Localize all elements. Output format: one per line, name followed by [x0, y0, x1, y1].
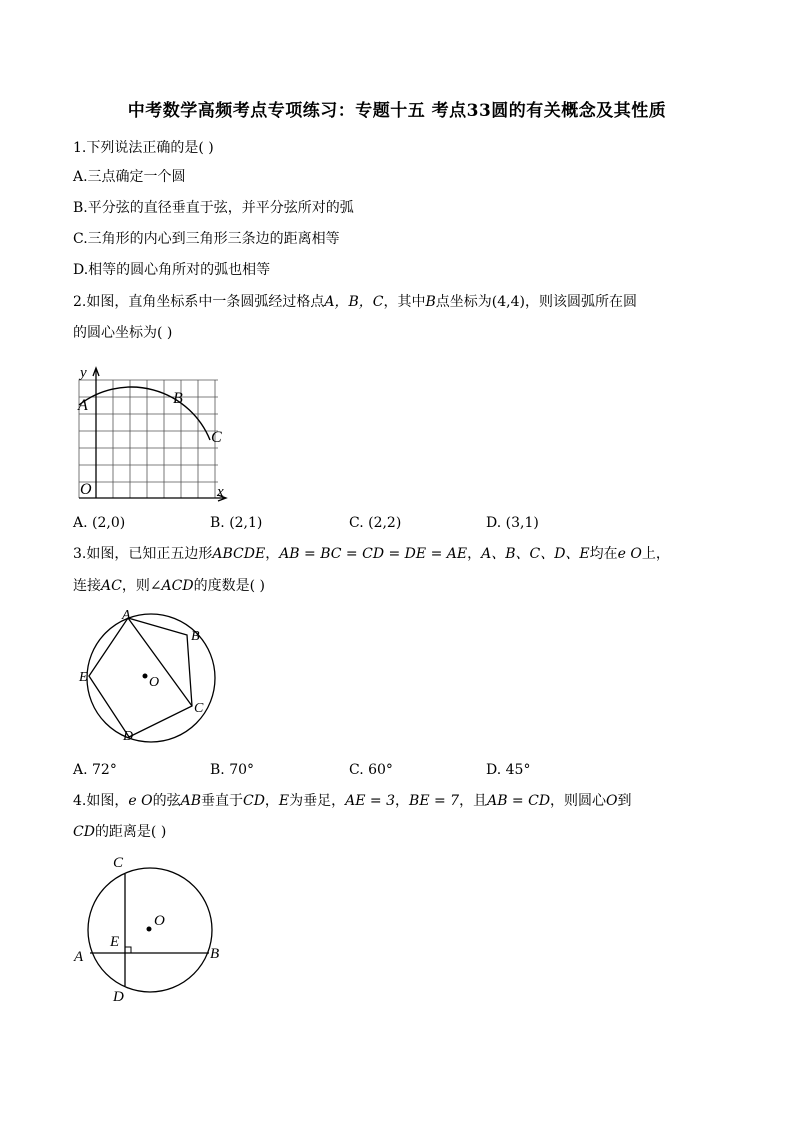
point-d-label: D [113, 989, 124, 1005]
q1-option-c[interactable]: C.三角形的内心到三角形三条边的距离相等 [73, 231, 340, 247]
q3-stem-text: 的度数是( ) [193, 578, 265, 594]
q4-stem-text: ，且 [459, 793, 488, 809]
q3-stem-text: 3.如图，已知正五边形 [73, 546, 213, 562]
point-c-label: C [113, 855, 124, 871]
point-e-label: E [110, 934, 120, 950]
q3-angle: ∠ACD [149, 578, 194, 594]
right-angle-mark [125, 947, 131, 953]
q4-stem-text: 到 [617, 793, 632, 809]
origin-label: O [80, 481, 92, 498]
q2-stem-line2: 的圆心坐标为( ) [73, 325, 173, 341]
axes [79, 368, 226, 501]
q4-stem-line2 [73, 823, 166, 841]
q2-stem-text: ，其中 [383, 294, 426, 310]
q3-stem-text: 上， [641, 546, 670, 562]
q4-stem-text: ， [395, 793, 410, 809]
q3-pentagon-figure [74, 608, 224, 748]
q3-stem-text: ，则 [121, 578, 150, 594]
q3-option-a[interactable]: A. 72° [73, 762, 117, 778]
q2-stem-text: 点坐标为(4,4)，则该圆弧所在圆 [435, 294, 637, 310]
q2-option-a[interactable]: A. (2,0) [73, 515, 126, 531]
q3-separator: ， [265, 546, 280, 562]
point-b-label: B [173, 390, 183, 407]
q3-points: A、B、C、D、E [481, 546, 590, 562]
point-a-label: A [78, 397, 88, 414]
q4-stem-text: 4.如图， [73, 793, 129, 809]
q3-option-d[interactable]: D. 45° [486, 762, 531, 778]
q2-grid-figure [74, 362, 234, 507]
center-point [143, 674, 148, 679]
q4-chord-cd: CD [73, 824, 95, 840]
page-title: 中考数学高频考点专项练习：专题十五 考点33圆的有关概念及其性质 [127, 101, 667, 121]
q4-center-o: O [606, 793, 618, 809]
q4-foot-e: E [278, 793, 290, 809]
q3-stem-line1 [73, 545, 670, 563]
q4-ae: AE = 3 [345, 793, 396, 809]
center-point [147, 927, 152, 932]
y-axis-label: y [80, 365, 87, 381]
vertex-c-label: C [194, 701, 204, 716]
q3-shape: ABCDE [212, 546, 266, 562]
q4-stem-text: 为垂足， [289, 793, 346, 809]
vertex-d-label: D [123, 729, 134, 744]
point-c-label: C [211, 429, 222, 446]
q3-option-c[interactable]: C. 60° [349, 762, 393, 778]
q4-stem-text: 的弦 [152, 793, 181, 809]
q4-chord-cd: CD [242, 793, 265, 809]
center-label: O [149, 675, 160, 690]
q3-stem-text: 均在 [589, 546, 618, 562]
q3-equation: AB = BC = CD = DE = AE [279, 546, 468, 562]
q2-point-b: B [425, 294, 436, 310]
q4-stem-line1 [73, 792, 632, 810]
vertex-a-label: A [122, 608, 131, 623]
q4-stem-text: 垂直于 [200, 793, 243, 809]
vertex-e-label: E [79, 670, 88, 685]
q3-stem-line2 [73, 577, 265, 595]
q3-stem-text: 连接 [73, 578, 101, 594]
q2-stem-line1 [73, 293, 637, 311]
q4-stem-text: 的距离是( ) [94, 824, 167, 840]
circle-arc [79, 387, 210, 440]
q3-segment: AC [101, 578, 122, 594]
x-axis-label: x [217, 484, 224, 500]
q2-option-d[interactable]: D. (3,1) [486, 515, 539, 531]
q4-be: BE = 7 [409, 793, 460, 809]
grid-lines [79, 380, 218, 498]
q4-ab-eq-cd: AB = CD [487, 793, 551, 809]
q4-stem-text: ，则圆心 [550, 793, 607, 809]
point-a-label: A [74, 949, 84, 965]
q1-option-a[interactable]: A.三点确定一个圆 [73, 169, 186, 185]
q3-circle-symbol: e O [617, 546, 642, 562]
center-label: O [154, 913, 165, 929]
point-b-label: B [210, 946, 220, 962]
q2-option-c[interactable]: C. (2,2) [349, 515, 402, 531]
q3-stem-text: ， [467, 546, 482, 562]
q3-option-b[interactable]: B. 70° [210, 762, 255, 778]
q4-circle-symbol: e O [128, 793, 153, 809]
q4-circle-figure [70, 850, 230, 1010]
q1-stem: 1.下列说法正确的是( ) [73, 140, 214, 156]
q2-stem-text: 2.如图，直角坐标系中一条圆弧经过格点 [73, 294, 325, 310]
q1-option-d[interactable]: D.相等的圆心角所对的弧也相等 [73, 262, 271, 278]
q2-points: A，B，C [324, 294, 384, 310]
q2-option-b[interactable]: B. (2,1) [210, 515, 263, 531]
segment-ac [128, 618, 192, 706]
q1-option-b[interactable]: B.平分弦的直径垂直于弦，并平分弦所对的弧 [73, 200, 354, 216]
vertex-b-label: B [191, 629, 200, 644]
q4-stem-text: ， [264, 793, 279, 809]
q4-chord-ab: AB [180, 793, 201, 809]
